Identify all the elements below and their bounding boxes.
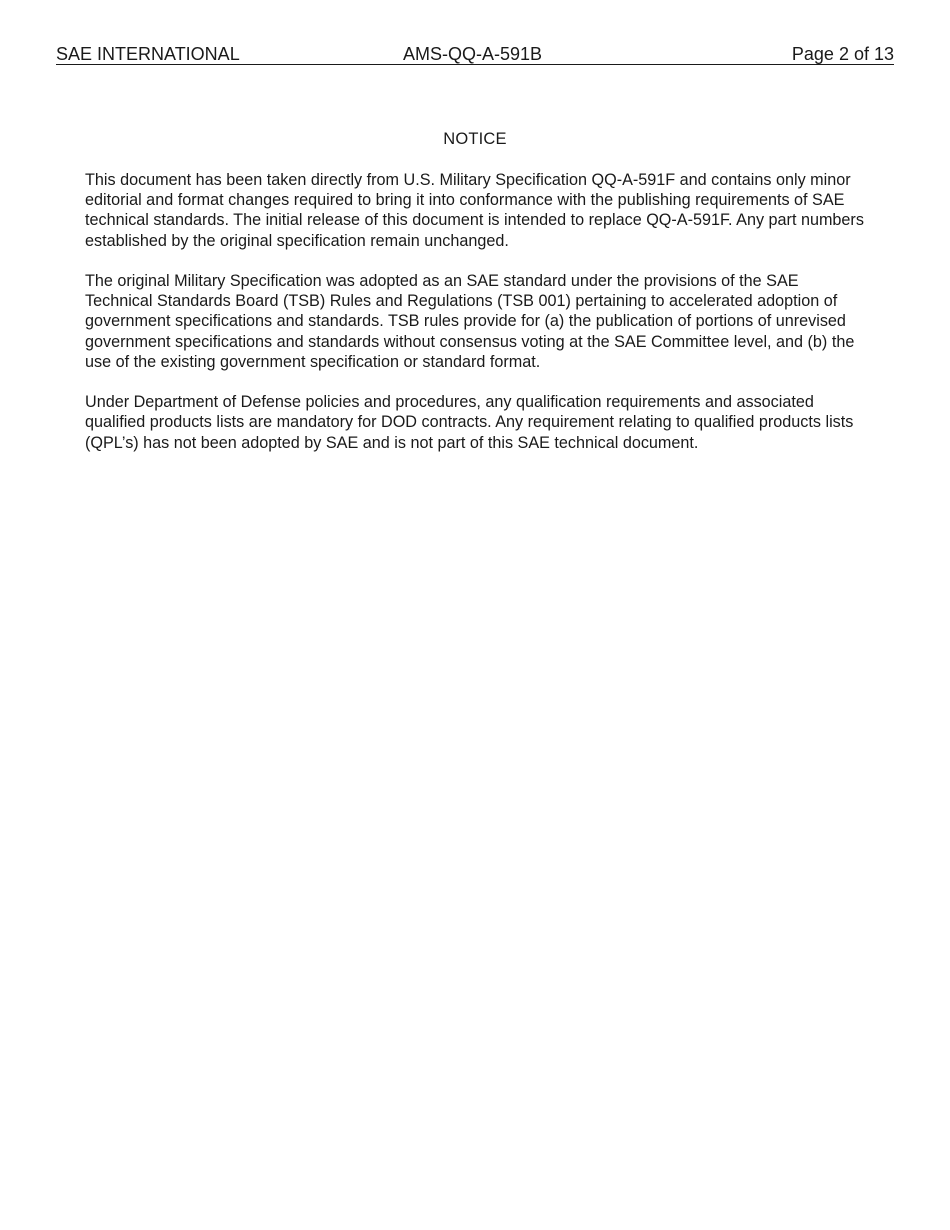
notice-paragraph-3: Under Department of Defense policies and procedures, any qualification requirements and associated qualified products lists are mandatory for DOD contracts. Any requirement relating to qualified products lists (QPL’s) has not been adopted by SAE and is not part of this SAE technical document. (85, 393, 854, 452)
header-page-number: Page 2 of 13 (791, 44, 894, 64)
notice-paragraph-2: The original Military Specification was adopted as an SAE standard under the provisions of the SAE Technical Standards Board (TSB) Rules and Regulations (TSB 001) pertaining to accelerated adoption of government specifications and standards. TSB rules provide for (a) the publication of portions of unrevised government specifications and standards without consensus voting at the SAE Committee level, and (b) the use of the existing government specification or standard format. (85, 272, 855, 371)
page-header (56, 44, 894, 65)
notice-title: NOTICE (443, 130, 507, 148)
header-document-number: AMS-QQ-A-591B (403, 44, 543, 64)
notice-body (85, 170, 870, 473)
header-organization: SAE INTERNATIONAL (56, 44, 240, 64)
notice-paragraph-1: This document has been taken directly from U.S. Military Specification QQ-A-591F and contains only minor editorial and format changes required to bring it into conformance with the publishing requirements of SAE technical standards. The initial release of this document is intended to replace QQ-A-591F. Any part numbers established by the original specification remain unchanged. (85, 171, 864, 250)
